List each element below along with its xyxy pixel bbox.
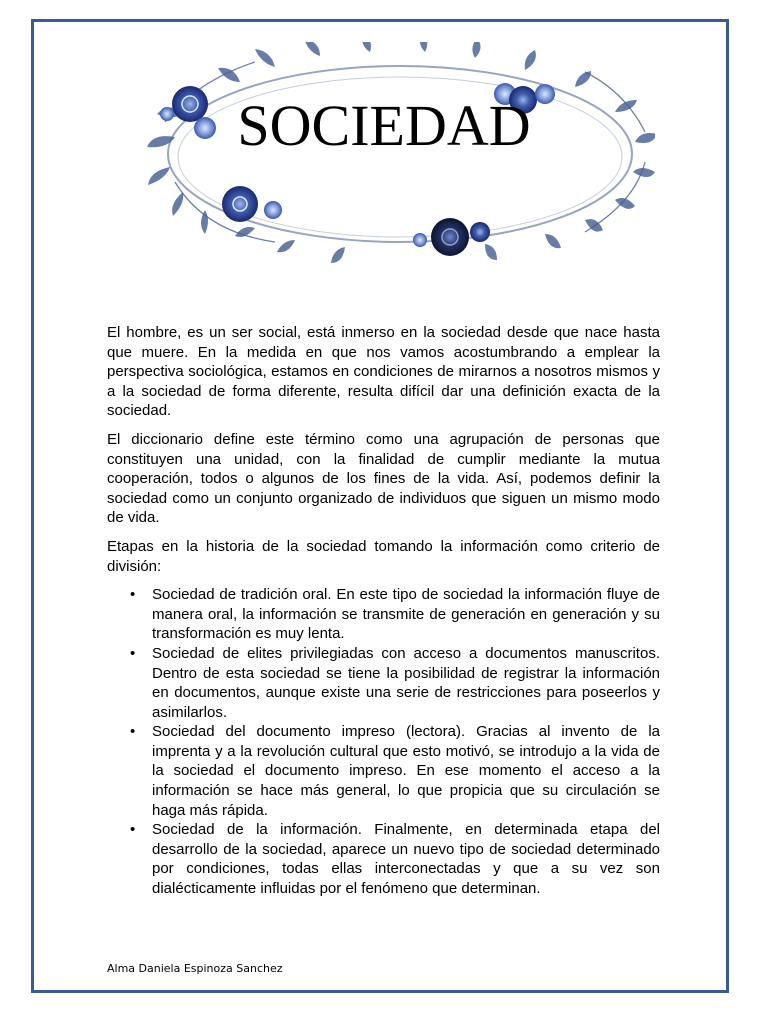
author-footer: Alma Daniela Espinoza Sanchez bbox=[107, 962, 283, 975]
list-item bbox=[130, 722, 660, 820]
list-item bbox=[130, 820, 660, 898]
bullet-icon: • bbox=[130, 821, 136, 839]
list-item-text: Sociedad del documento impreso (lectora). Gracias al invento de la imprenta y a la revolución cultural que esto motivó, se introdujo a la vida de la sociedad el documento impreso. En ese momento el acceso a la información se hace más general, lo que propicia que su circulación se haga más rápida. bbox=[152, 723, 660, 819]
bullet-icon: • bbox=[130, 586, 136, 604]
list-item bbox=[130, 644, 660, 722]
list-item-text: Sociedad de elites privilegiadas con acceso a documentos manuscritos. Dentro de esta sociedad se tiene la posibilidad de registrar la información en documentos, aunque existe una serie de restricciones para poseerlos y asimilarlos. bbox=[152, 644, 660, 721]
list-item-text: Sociedad de la información. Finalmente, en determinada etapa del desarrollo de la sociedad, aparece un nuevo tipo de sociedad determinado por condiciones, todas ellas interconectadas y que a su vez son dialécticamente influidas por el fenómeno que determinan. bbox=[152, 821, 660, 898]
list-item bbox=[130, 585, 660, 644]
paragraph: Etapas en la historia de la sociedad tomando la información como criterio de división: bbox=[107, 537, 660, 575]
page-title: SOCIEDAD bbox=[237, 93, 531, 158]
paragraph: El diccionario define este término como una agrupación de personas que constituyen una unidad, con la finalidad de cumplir mediante la mutua cooperación, todos o algunos de los fines de la vida. Así, podemos definir la sociedad como un conjunto organizado de individuos que siguen un mismo modo de vida. bbox=[107, 430, 660, 527]
paragraph: El hombre, es un ser social, está inmerso en la sociedad desde que nace hasta que muere. En la medida en que nos vamos acostumbrando a emplear la perspectiva sociológica, estamos en condiciones de mirarnos a nosotros mismos y a la sociedad de forma diferente, resulta difícil dar una definición exacta de la sociedad. bbox=[107, 324, 660, 420]
bullet-list bbox=[107, 585, 660, 899]
document-body bbox=[107, 323, 660, 899]
bullet-icon: • bbox=[130, 644, 136, 662]
bullet-icon: • bbox=[130, 723, 136, 741]
list-item-text: Sociedad de tradición oral. En este tipo de sociedad la información fluye de manera oral, la información se transmite de generación en generación y su transformación es muy lenta. bbox=[152, 586, 660, 643]
